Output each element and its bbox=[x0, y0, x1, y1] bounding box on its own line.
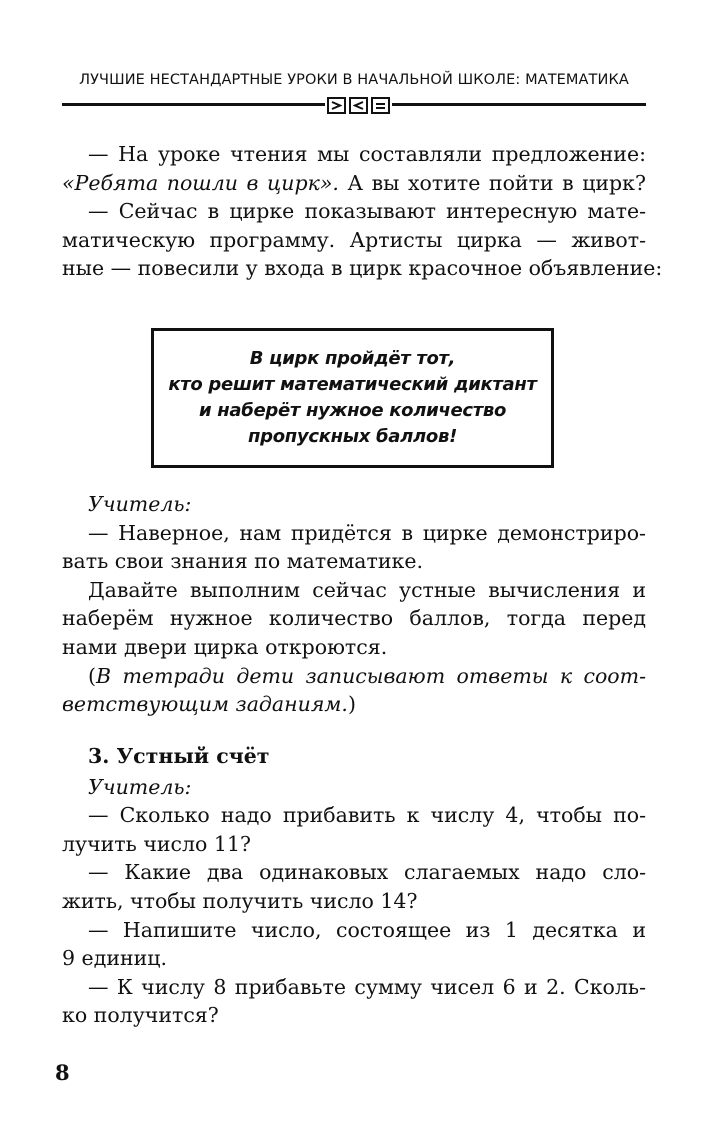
equals-box-icon bbox=[371, 97, 390, 114]
stage-note-line1 bbox=[62, 662, 646, 691]
circus-announcement-box bbox=[151, 328, 554, 468]
stage-note-line2 bbox=[62, 690, 646, 719]
question-4-line1: — К числу 8 прибавьте сумму чисел 6 и 2. Сколь- bbox=[88, 974, 646, 999]
question-2-line2: жить, чтобы получить число 14? bbox=[62, 888, 418, 913]
teacher-p1-line2: вать свои знания по математике. bbox=[62, 549, 423, 574]
running-header-title: ЛУЧШИЕ НЕСТАНДАРТНЫЕ УРОКИ В НАЧАЛЬНОЙ ШКОЛЕ: МАТЕМАТИКА bbox=[79, 72, 629, 88]
question-3-line2: 9 единиц. bbox=[62, 946, 168, 971]
question-2-line1: — Какие два одинаковых слагаемых надо сло- bbox=[88, 860, 646, 885]
teacher-section bbox=[62, 490, 646, 719]
intro-question: А вы хотите пойти в цирк? bbox=[338, 170, 646, 195]
stage-note-text1: В тетради дети записывают ответы к соот- bbox=[96, 663, 646, 688]
intro-p1-line2 bbox=[62, 169, 646, 198]
intro-p2-line3: ные — повесили у входа в цирк красочное объявление: bbox=[62, 256, 663, 281]
open-paren: ( bbox=[88, 663, 96, 688]
page-number: 8 bbox=[55, 1060, 70, 1085]
teacher-p2-line3: нами двери цирка откроются. bbox=[62, 634, 388, 659]
header-ornament bbox=[325, 97, 392, 113]
notice-line: В цирк пройдёт тот, bbox=[249, 348, 456, 369]
speaker-label: Учитель: bbox=[88, 774, 192, 799]
question-3-line1: — Напишите число, состоящее из 1 десятка и bbox=[88, 917, 646, 942]
intro-p2-line1: — Сейчас в цирке показывают интересную мате- bbox=[88, 199, 646, 224]
close-paren: ) bbox=[347, 692, 356, 717]
section-heading: 3. Устный счёт bbox=[88, 744, 270, 768]
stage-note-text2: ветствующим заданиям. bbox=[62, 692, 348, 717]
question-1-line2: лучить число 11? bbox=[62, 831, 251, 856]
section-oral-counting bbox=[62, 742, 646, 1030]
teacher-p1-line1: — Наверное, нам придётся в цирке демонстриро- bbox=[88, 520, 646, 545]
notice-line: кто решит математический диктант bbox=[168, 374, 537, 395]
intro-section bbox=[62, 140, 663, 283]
teacher-p2-line2: наберём нужное количество баллов, тогда перед bbox=[62, 606, 646, 631]
notice-line: пропускных баллов! bbox=[248, 426, 457, 447]
speaker-label: Учитель: bbox=[88, 492, 192, 516]
less-than-box-icon bbox=[349, 97, 368, 114]
teacher-p2-line1: Давайте выполним сейчас устные вычисления и bbox=[88, 577, 646, 602]
intro-p1-line1: — На уроке чтения мы составляли предложение: bbox=[88, 142, 646, 166]
greater-than-box-icon bbox=[327, 97, 346, 114]
question-1-line1: — Сколько надо прибавить к числу 4, чтобы по- bbox=[88, 803, 646, 828]
notice-line: и наберёт нужное количество bbox=[198, 400, 507, 421]
intro-p2-line2: матическую программу. Артисты цирка — живот- bbox=[62, 227, 646, 252]
question-4-line2: ко получится? bbox=[62, 1003, 219, 1028]
quoted-sentence: «Ребята пошли в цирк». bbox=[62, 170, 339, 195]
